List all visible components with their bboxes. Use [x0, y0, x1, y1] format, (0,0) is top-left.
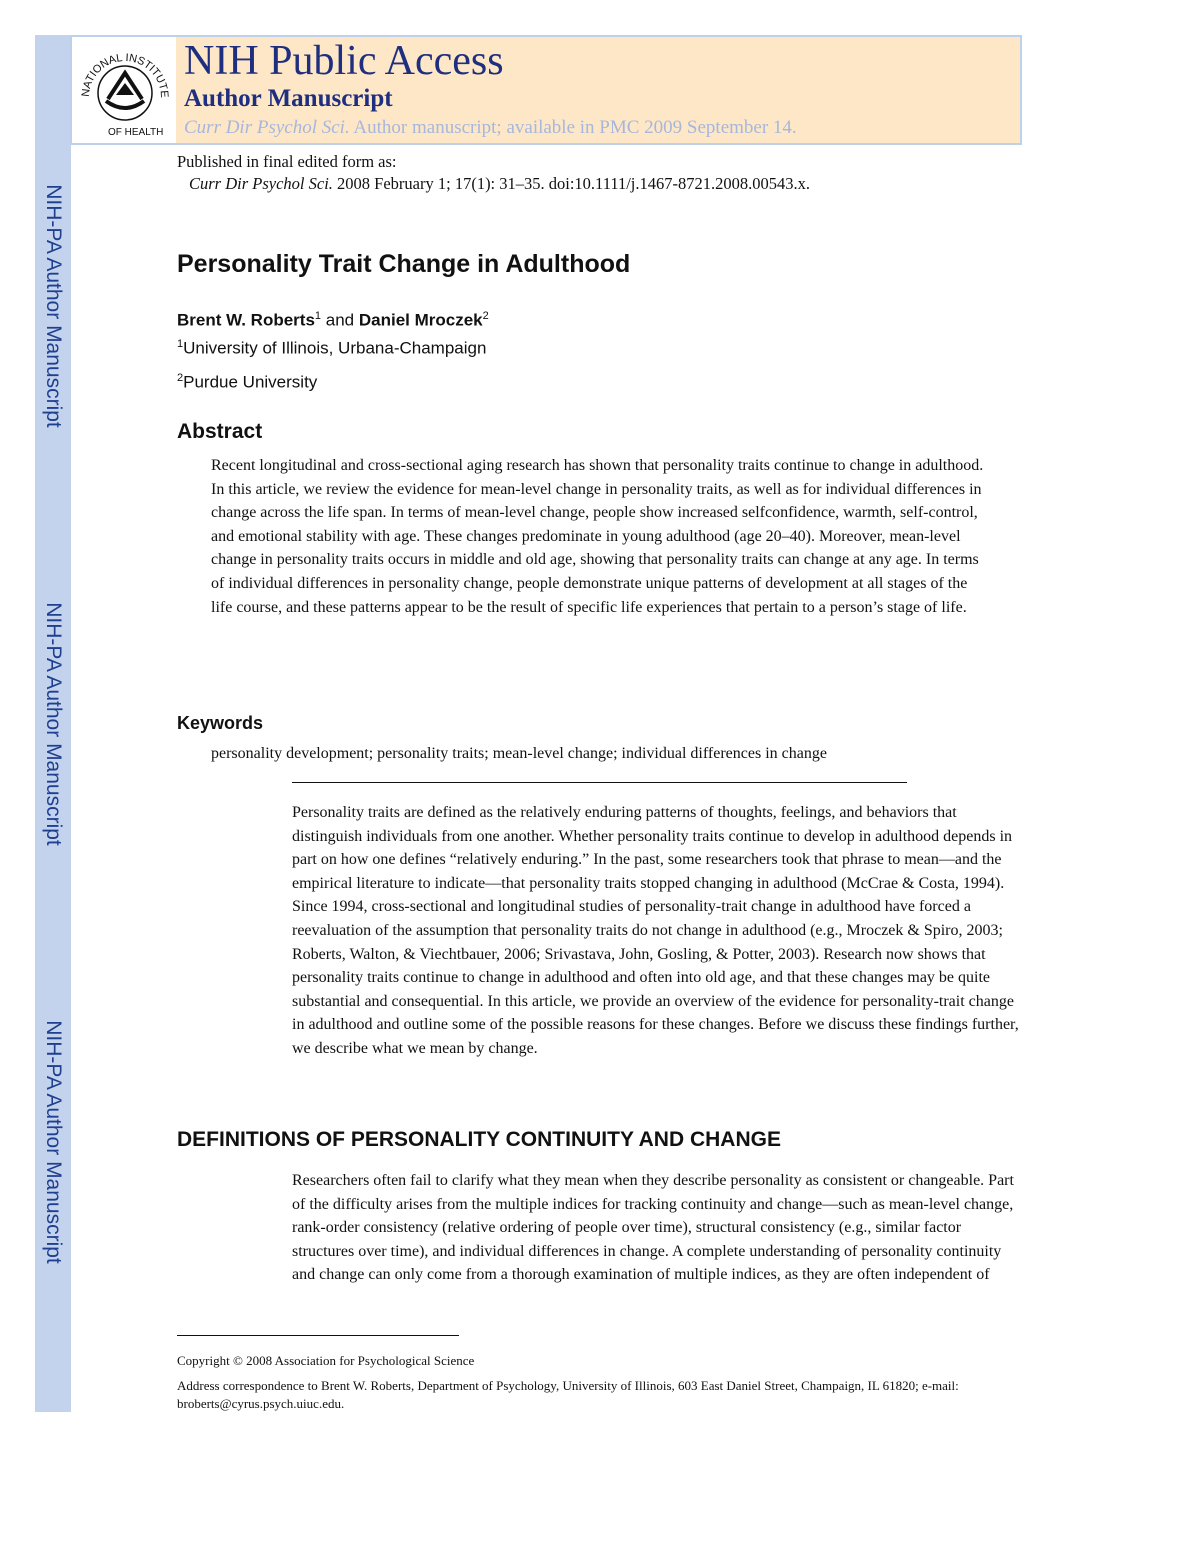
svg-text:OF HEALTH: OF HEALTH	[108, 127, 164, 138]
author-manuscript-label: Author Manuscript	[184, 85, 393, 112]
author-list	[177, 310, 489, 331]
copyright-note: Copyright © 2008 Association for Psychological Science	[177, 1353, 475, 1368]
affiliation-name: University of Illinois, Urbana-Champaign	[183, 338, 487, 358]
affiliation-marker: 1	[314, 310, 322, 322]
nih-public-access-title: NIH Public Access	[184, 38, 504, 84]
affiliation-marker: 2	[482, 310, 489, 322]
affiliation-number: 1	[177, 338, 184, 350]
svg-text:NATIONAL INSTITUTES: NATIONAL INSTITUTE	[79, 51, 171, 99]
correspondence-note: Address correspondence to Brent W. Roberts, Department of Psychology, University of Illinois, 603 East Daniel Street, Champaign, IL 61820; e-mail: broberts@cyrus.psych.uiuc.edu.	[177, 1378, 959, 1411]
section-heading: DEFINITIONS OF PERSONALITY CONTINUITY AND CHANGE	[177, 1128, 781, 1151]
paper-title: Personality Trait Change in Adulthood	[177, 250, 631, 278]
divider	[292, 782, 907, 783]
abstract-heading: Abstract	[177, 420, 263, 443]
footnote-divider	[177, 1335, 459, 1336]
published-label: Published in final edited form as:	[177, 152, 397, 171]
citation-line	[189, 174, 810, 194]
author-joiner: and	[325, 310, 355, 330]
keywords-text: personality development; personality traits; mean-level change; individual differences in change	[211, 745, 827, 762]
availability-text: Author manuscript; available in PMC 2009 September 14.	[353, 117, 797, 138]
affiliation-name: Purdue University	[183, 372, 318, 392]
abstract-text: Recent longitudinal and cross-sectional aging research has shown that personality traits continue to change in adulthood. In this article, we review the evidence for mean-level change in personality traits, as well as for individual differences in change across the life span. In terms of mean-level change, people show increased selfconfidence, warmth, self-control, and emotional stability with age. These changes predominate in young adulthood (age 20–40). Moreover, mean-level change in personality traits occurs in middle and old age, showing that personality traits can change at any age. In terms of individual differences in personality change, people demonstrate unique patterns of development at all stages of the life course, and these patterns appear to be the result of specific life experiences that pertain to a person’s stage of life.	[211, 457, 984, 616]
author-name: Daniel Mroczek	[358, 310, 483, 330]
citation-text: 2008 February 1; 17(1): 31–35. doi:10.1111/j.1467-8721.2008.00543.x.	[337, 174, 811, 193]
journal-name: Curr Dir Psychol Sci.	[189, 174, 333, 193]
nih-header	[70, 35, 1022, 145]
author-name: Brent W. Roberts	[177, 310, 315, 330]
journal-name: Curr Dir Psychol Sci.	[184, 117, 350, 138]
header-title-area	[176, 37, 1020, 143]
availability-line	[184, 117, 797, 139]
keywords-heading: Keywords	[177, 713, 264, 733]
section-paragraph: Researchers often fail to clarify what they mean when they describe personality as consistent or changeable. Part of the difficulty arises from the multiple indices for tracking continuity and change—such as mean-level change, rank-order consistency (relative ordering of people over time), structural consistency (e.g., similar factor structures over time), and individual differences in change. A complete understanding of personality continuity and change can only come from a thorough examination of multiple indices, as they are often independent of	[292, 1172, 1014, 1284]
intro-paragraph: Personality traits are defined as the relatively enduring patterns of thoughts, feelings, and behaviors that distinguish individuals from one another. Whether personality traits continue to develop in adulthood depends in part on how one defines “relatively enduring.” In the past, some researchers took that phrase to mean—and the empirical literature to indicate—that personality traits stopped changing in adulthood (McCrae & Costa, 1994). Since 1994, cross-sectional and longitudinal studies of personality-trait change in adulthood have forced a reevaluation of the assumption that personality traits do not change in adulthood (e.g., Mroczek & Spiro, 2003; Roberts, Walton, & Viechtbauer, 2006; Srivastava, John, Gosling, & Potter, 2003). Research now shows that personality traits continue to change in adulthood and often into old age, and that these changes may be quite substantial and consequential. In this article, we provide an overview of the evidence for personality-trait change in adulthood and outline some of the possible reasons for these changes. Before we discuss these findings further, we describe what we mean by change.	[292, 804, 1019, 1057]
affiliation	[177, 338, 486, 359]
nih-logo-icon	[72, 37, 176, 143]
affiliation	[177, 372, 317, 393]
affiliation-number: 2	[177, 372, 184, 384]
